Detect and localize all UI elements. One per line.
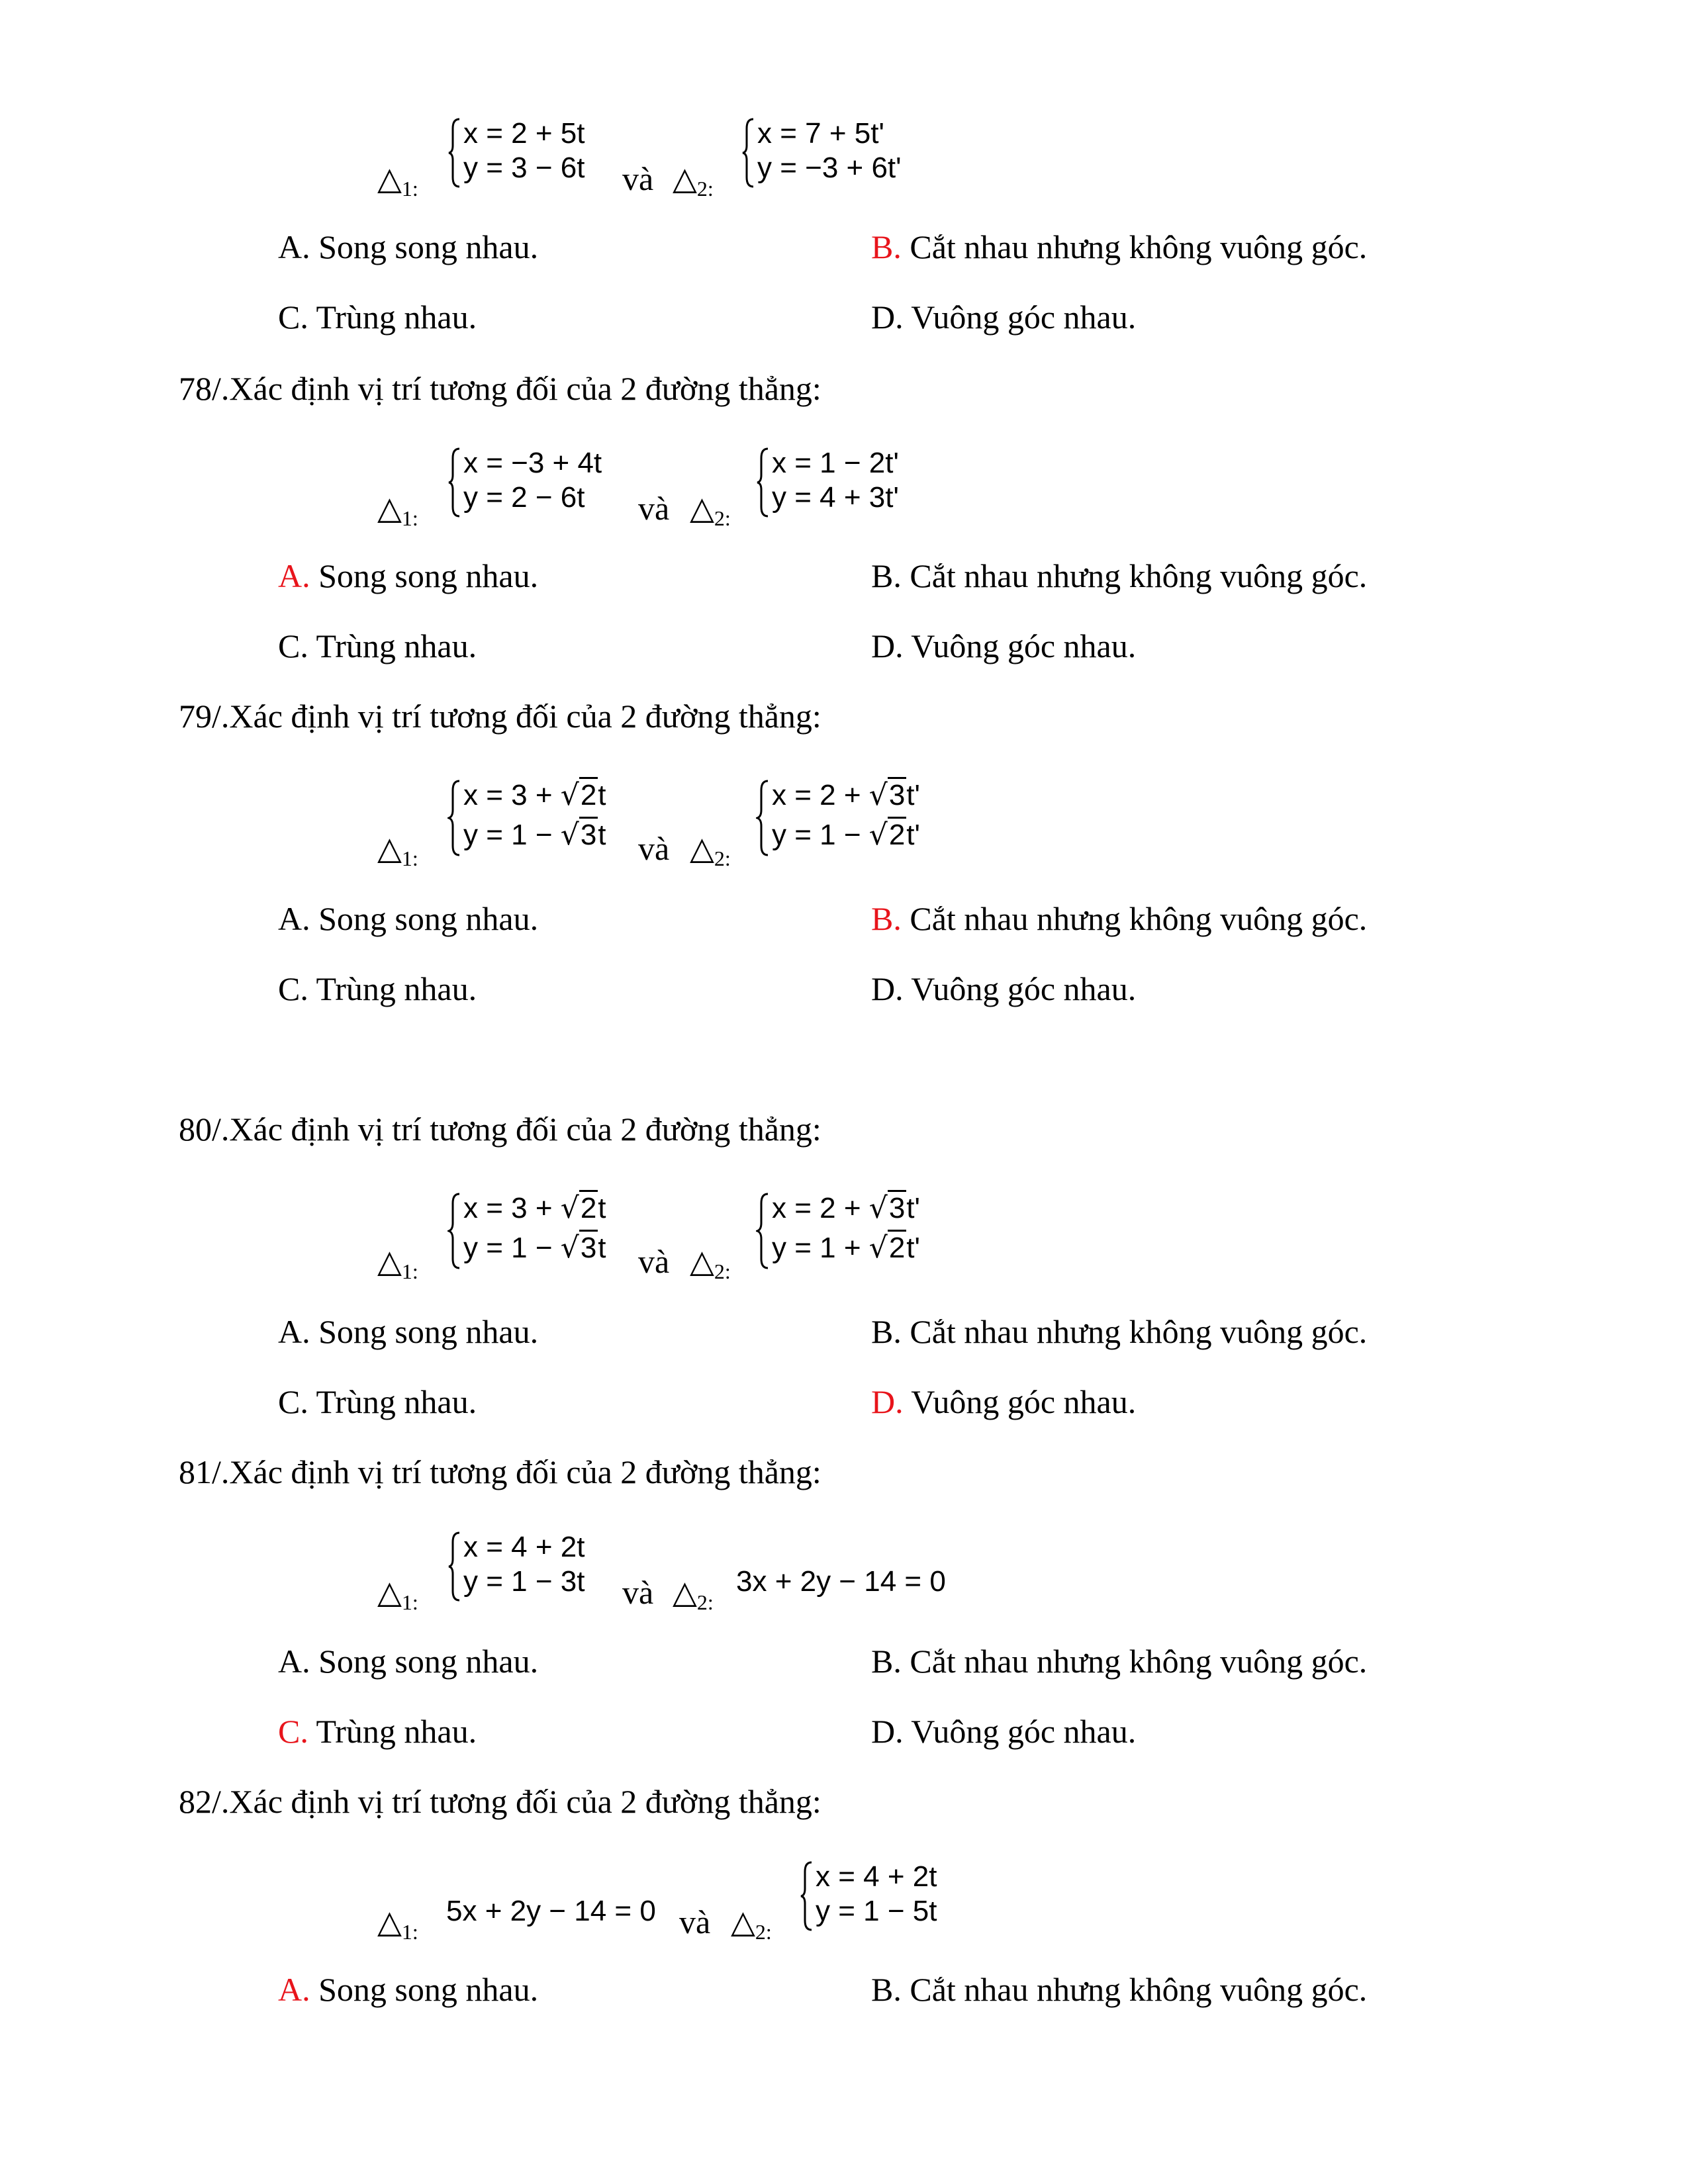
option-c: C. Trùng nhau. xyxy=(278,627,477,664)
system-delta-1 xyxy=(447,778,646,851)
option-d: D. Vuông góc nhau. xyxy=(871,970,1137,1007)
option-a: A. Song song nhau. xyxy=(278,1313,539,1350)
equation-y: y = 1 + √2t' xyxy=(772,1231,920,1265)
option-a: A. Song song nhau. xyxy=(278,900,539,937)
option-c: C. Trùng nhau. xyxy=(278,298,477,336)
brace-icon xyxy=(800,1860,814,1933)
equation-x: x = 3 + √2t xyxy=(463,1191,606,1225)
equation-row xyxy=(0,113,1688,205)
sqrt-icon: √ xyxy=(868,1231,888,1265)
question-title: 79/.Xác định vị trí tương đối của 2 đường thẳng: xyxy=(179,698,821,735)
equation-row xyxy=(0,1856,1688,1948)
delta-2-label: $\triangle_{2:}$ xyxy=(690,830,731,870)
option-c: C. Trùng nhau. xyxy=(278,970,477,1007)
delta-1-label: $\triangle_{1:}$ xyxy=(377,490,418,530)
equation-y: y = 1 − √3t xyxy=(463,818,606,852)
sqrt-icon: √ xyxy=(560,818,579,852)
sqrt-icon: √ xyxy=(560,1231,579,1265)
option-c: C. Trùng nhau. xyxy=(278,1713,477,1750)
sqrt-icon: √ xyxy=(560,778,579,812)
equation-x: x = −3 + 4t xyxy=(463,447,602,479)
system-delta-1 xyxy=(447,116,646,189)
system-delta-2 xyxy=(800,1860,998,1933)
equation-x: x = 7 + 5t' xyxy=(757,117,884,150)
equation-y: y = 3 − 6t xyxy=(463,152,585,184)
system-delta-2 xyxy=(756,446,955,519)
equation-y: y = 2 − 6t xyxy=(463,481,585,514)
sqrt-icon: √ xyxy=(560,1191,579,1225)
conjunction-text: và xyxy=(638,490,670,527)
option-b: B. Cắt nhau nhưng không vuông góc. xyxy=(871,1313,1368,1350)
equation-general: 3x + 2y − 14 = 0 xyxy=(736,1565,946,1598)
equation-row xyxy=(0,1526,1688,1619)
question-title: 82/.Xác định vị trí tương đối của 2 đường thẳng: xyxy=(179,1783,821,1820)
delta-1-label: $\triangle_{1:}$ xyxy=(377,830,418,870)
option-a: A. Song song nhau. xyxy=(278,228,539,265)
brace-icon xyxy=(447,1530,462,1603)
system-delta-1 xyxy=(447,1191,646,1264)
equation-x: x = 2 + √3t' xyxy=(772,778,920,812)
equation-x: x = 1 − 2t' xyxy=(772,447,899,479)
delta-2-label: $\triangle_{2:}$ xyxy=(673,1574,714,1614)
equation-row xyxy=(0,442,1688,535)
equation-y: y = 1 − √2t' xyxy=(772,818,920,852)
brace-icon xyxy=(741,116,756,189)
option-b: B. Cắt nhau nhưng không vuông góc. xyxy=(871,1971,1368,2008)
delta-1-label: $\triangle_{1:}$ xyxy=(377,1243,418,1283)
sqrt-icon: √ xyxy=(868,778,888,812)
option-a: A. Song song nhau. xyxy=(278,1971,539,2008)
equation-x: x = 4 + 2t xyxy=(816,1860,937,1893)
system-delta-2 xyxy=(741,116,940,189)
brace-icon xyxy=(447,446,462,519)
equation-y: y = 4 + 3t' xyxy=(772,481,899,514)
option-d: D. Vuông góc nhau. xyxy=(871,1383,1137,1420)
equation-x: x = 2 + √3t' xyxy=(772,1191,920,1225)
brace-icon xyxy=(756,446,771,519)
brace-icon xyxy=(756,1191,771,1271)
question-title: 78/.Xác định vị trí tương đối của 2 đường thẳng: xyxy=(179,370,821,407)
equation-x: x = 4 + 2t xyxy=(463,1531,585,1563)
brace-icon xyxy=(447,778,462,858)
delta-1-label: $\triangle_{1:}$ xyxy=(377,160,418,201)
option-b: B. Cắt nhau nhưng không vuông góc. xyxy=(871,900,1368,937)
conjunction-text: và xyxy=(622,1574,654,1611)
delta-2-label: $\triangle_{2:}$ xyxy=(673,160,714,201)
conjunction-text: và xyxy=(622,160,654,197)
conjunction-text: và xyxy=(638,1243,670,1280)
option-d: D. Vuông góc nhau. xyxy=(871,1713,1137,1750)
equation-row xyxy=(0,772,1688,870)
system-delta-1 xyxy=(447,446,646,519)
equation-y: y = 1 − √3t xyxy=(463,1231,606,1265)
delta-1-label: $\triangle_{1:}$ xyxy=(377,1903,418,1944)
question-title: 80/.Xác định vị trí tương đối của 2 đường thẳng: xyxy=(179,1111,821,1148)
conjunction-text: và xyxy=(679,1903,711,1940)
sqrt-icon: √ xyxy=(868,1191,888,1225)
delta-2-label: $\triangle_{2:}$ xyxy=(690,490,731,530)
equation-y: y = 1 − 3t xyxy=(463,1565,585,1598)
brace-icon xyxy=(756,778,771,858)
option-c: C. Trùng nhau. xyxy=(278,1383,477,1420)
delta-1-label: $\triangle_{1:}$ xyxy=(377,1574,418,1614)
delta-2-label: $\triangle_{2:}$ xyxy=(731,1903,772,1944)
system-delta-1 xyxy=(447,1530,646,1603)
equation-row xyxy=(0,1185,1688,1283)
delta-2-label: $\triangle_{2:}$ xyxy=(690,1243,731,1283)
sqrt-icon: √ xyxy=(868,818,888,852)
option-d: D. Vuông góc nhau. xyxy=(871,627,1137,664)
equation-y: y = −3 + 6t' xyxy=(757,152,902,184)
equation-y: y = 1 − 5t xyxy=(816,1895,937,1927)
equation-x: x = 3 + √2t xyxy=(463,778,606,812)
conjunction-text: và xyxy=(638,830,670,867)
option-b: B. Cắt nhau nhưng không vuông góc. xyxy=(871,1643,1368,1680)
question-title: 81/.Xác định vị trí tương đối của 2 đường thẳng: xyxy=(179,1453,821,1490)
option-a: A. Song song nhau. xyxy=(278,557,539,594)
system-delta-2 xyxy=(756,1191,968,1264)
option-b: B. Cắt nhau nhưng không vuông góc. xyxy=(871,228,1368,265)
brace-icon xyxy=(447,116,462,189)
equation-x: x = 2 + 5t xyxy=(463,117,585,150)
option-a: A. Song song nhau. xyxy=(278,1643,539,1680)
option-d: D. Vuông góc nhau. xyxy=(871,298,1137,336)
system-delta-2 xyxy=(756,778,968,851)
brace-icon xyxy=(447,1191,462,1271)
equation-general: 5x + 2y − 14 = 0 xyxy=(446,1895,656,1927)
option-b: B. Cắt nhau nhưng không vuông góc. xyxy=(871,557,1368,594)
